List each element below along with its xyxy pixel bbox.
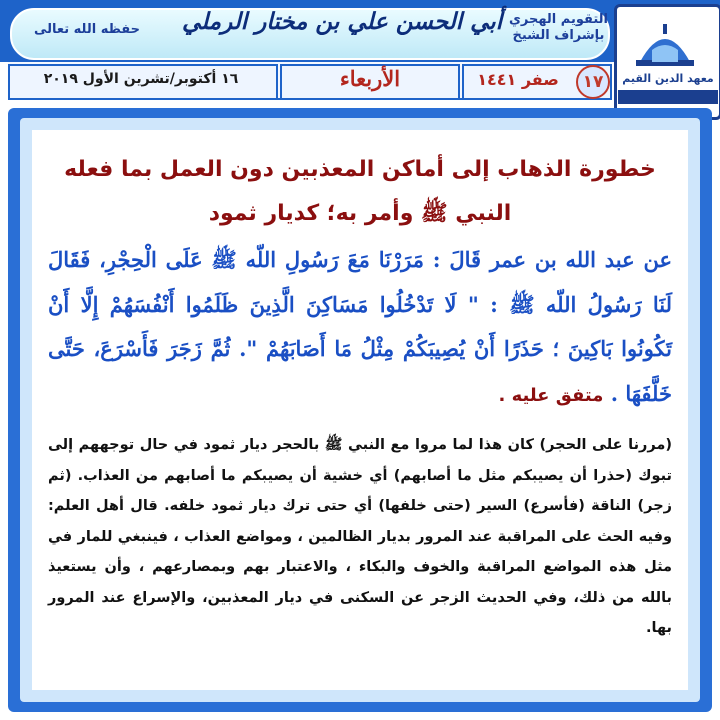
hadith-text <box>48 238 672 418</box>
gregorian-date: ١٦ أكتوبر/تشرين الأول ٢٠١٩ <box>43 71 239 87</box>
dome-logo-icon <box>632 22 698 68</box>
hadith-source: متفق عليه . <box>498 384 604 406</box>
logo-name: معهد الدين القيم <box>622 72 714 85</box>
calendar-caption-line2: بإشراف الشيخ <box>512 28 605 43</box>
hijri-day-badge: ١٧ <box>576 65 610 99</box>
calendar-caption-line1: التقويم الهجري <box>508 12 608 27</box>
hijri-month-year: صفر ١٤٤١ <box>477 70 559 89</box>
lesson-title: خطورة الذهاب إلى أماكن المعذبين دون العمل بما فعله النبي ﷺ وأمر به؛ كديار ثمود <box>64 157 656 226</box>
logo-subtitle-bar <box>618 90 718 104</box>
blessing-text: حفظه الله تعالى <box>34 22 140 37</box>
hadith-explanation: (مررنا على الحجر) كان هذا لما مروا مع النبي ﷺ بالحجر ديار ثمود في حال توجههم إلى تبوك (حذرا أن يصيبكم مثل ما أصابهم) أي خشية أن يصيبكم ما أصابهم من العذاب. (ثم زجر) الناقة (فأسرع) السير (حتى خلفها) أي حتى ترك ديار ثمود خلفه. قال أهل العلم: وفيه الحث على المراقبة عند المرور بديار الظالمين ، ومواضع العذاب ، فينبغي للمار في مثل هذه المواضع المراقبة والخوف والبكاء ، والاعتبار بهم وبمصارعهم ، وأن يستعيذ بالله من ذلك، وفي الحديث الزجر عن السكنى في ديار المعذبين، والإسراع عند المرور بها. <box>48 437 672 636</box>
hadith-body: عن عبد الله بن عمر قَالَ : مَرَرْنَا مَعَ رَسُولِ اللّه ﷺ عَلَى الْحِجْرِ، فَقَالَ لَنَا رَسُولُ اللّه ﷺ : " لَا تَدْخُلُوا مَسَاكِنَ الَّذِينَ ظَلَمُوا أَنْفُسَهُمْ إِلَّا أَنْ تَكُونُوا بَاكِينَ ؛ حَذَرًا أَنْ يُصِيبَكُمْ مِثْلُ مَا أَصَابَهُمْ ". ثُمَّ زَجَرَ فَأَسْرَعَ، حَتَّى خَلَّفَهَا . <box>48 247 672 406</box>
weekday-label: الأربعاء <box>339 66 401 91</box>
sheikh-name: أبي الحسن علي بن مختار الرملي <box>182 8 503 35</box>
calendar-caption <box>509 12 608 44</box>
